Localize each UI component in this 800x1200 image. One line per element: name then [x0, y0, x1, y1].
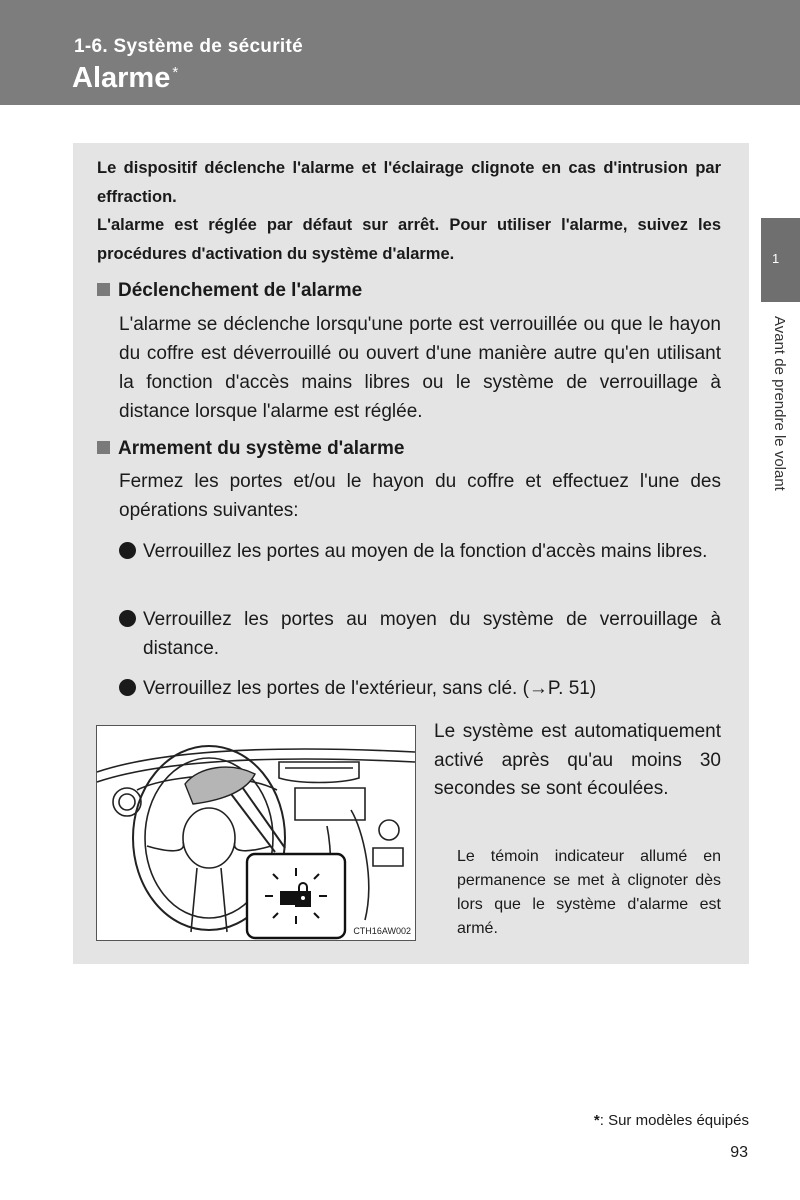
- square-bullet-icon: [97, 441, 110, 454]
- bullet-dot-icon: [119, 679, 136, 696]
- list-item: [119, 605, 721, 663]
- figure-note-text: Le témoin indicateur allumé en permanence se met à clignoter dès lors que le système d'alarme est armé.: [457, 848, 721, 937]
- dashboard-illustration: [96, 725, 416, 941]
- dashboard-drawing: [97, 726, 415, 940]
- section-title: 1-6. Système de sécurité: [74, 36, 303, 57]
- figure-code: CTH16AW002: [353, 926, 411, 936]
- intro-text: [97, 154, 721, 268]
- bullet-text: [143, 674, 721, 703]
- page-title-text: Alarme: [72, 62, 171, 94]
- bullet-dot-icon: [119, 542, 136, 559]
- bullet-link-text[interactable]: Verrouillez les portes de l'extérieur, sans clé. (→P. 51): [143, 678, 597, 699]
- bullet-text: Verrouillez les portes au moyen du système de verrouillage à distance.: [143, 609, 721, 659]
- footnote: [594, 1112, 749, 1129]
- section-heading-arming: [97, 438, 404, 460]
- chapter-tab[interactable]: [761, 218, 800, 302]
- square-bullet-icon: [97, 283, 110, 296]
- section-2-heading: Armement du système d'alarme: [118, 438, 405, 459]
- section-heading-triggering: [97, 280, 362, 302]
- list-item: [119, 537, 721, 566]
- chapter-title: Avant de prendre le volant: [771, 316, 788, 491]
- bullet-text: Verrouillez les portes au moyen de la fonction d'accès mains libres.: [143, 541, 708, 562]
- footnote-asterisk: *: [593, 1112, 600, 1129]
- list-item: [119, 674, 721, 703]
- page-number: 93: [730, 1144, 748, 1161]
- section-1-body: L'alarme se déclenche lorsqu'une porte est verrouillée ou que le hayon du coffre est déverrouillé ou ouvert d'une manière autre qu'en utilisant la fonction d'accès mains libres ou le système de verrouillage à distance lorsque l'alarme est réglée.: [119, 314, 721, 422]
- figure-main-text: Le système est automatiquement activé après qu'au moins 30 secondes se sont écoulées.: [434, 721, 721, 799]
- section-1-heading: Déclenchement de l'alarme: [118, 280, 363, 301]
- bullet-dot-icon: [119, 610, 136, 627]
- page-title: [72, 62, 178, 95]
- header-bar: [0, 0, 800, 105]
- footnote-text: : Sur modèles équipés: [599, 1112, 749, 1129]
- section-2-body: Fermez les portes et/ou le hayon du coffre et effectuez l'une des opérations suivantes:: [119, 471, 721, 521]
- chapter-number: 1: [772, 251, 780, 266]
- intro-paragraph-2: L'alarme est réglée par défaut sur arrêt. Pour utiliser l'alarme, suivez les procédures d'activation du système d'alarme.: [97, 216, 721, 263]
- title-asterisk: *: [172, 64, 179, 81]
- intro-paragraph-1: Le dispositif déclenche l'alarme et l'éclairage clignote en cas d'intrusion par effraction.: [97, 159, 721, 206]
